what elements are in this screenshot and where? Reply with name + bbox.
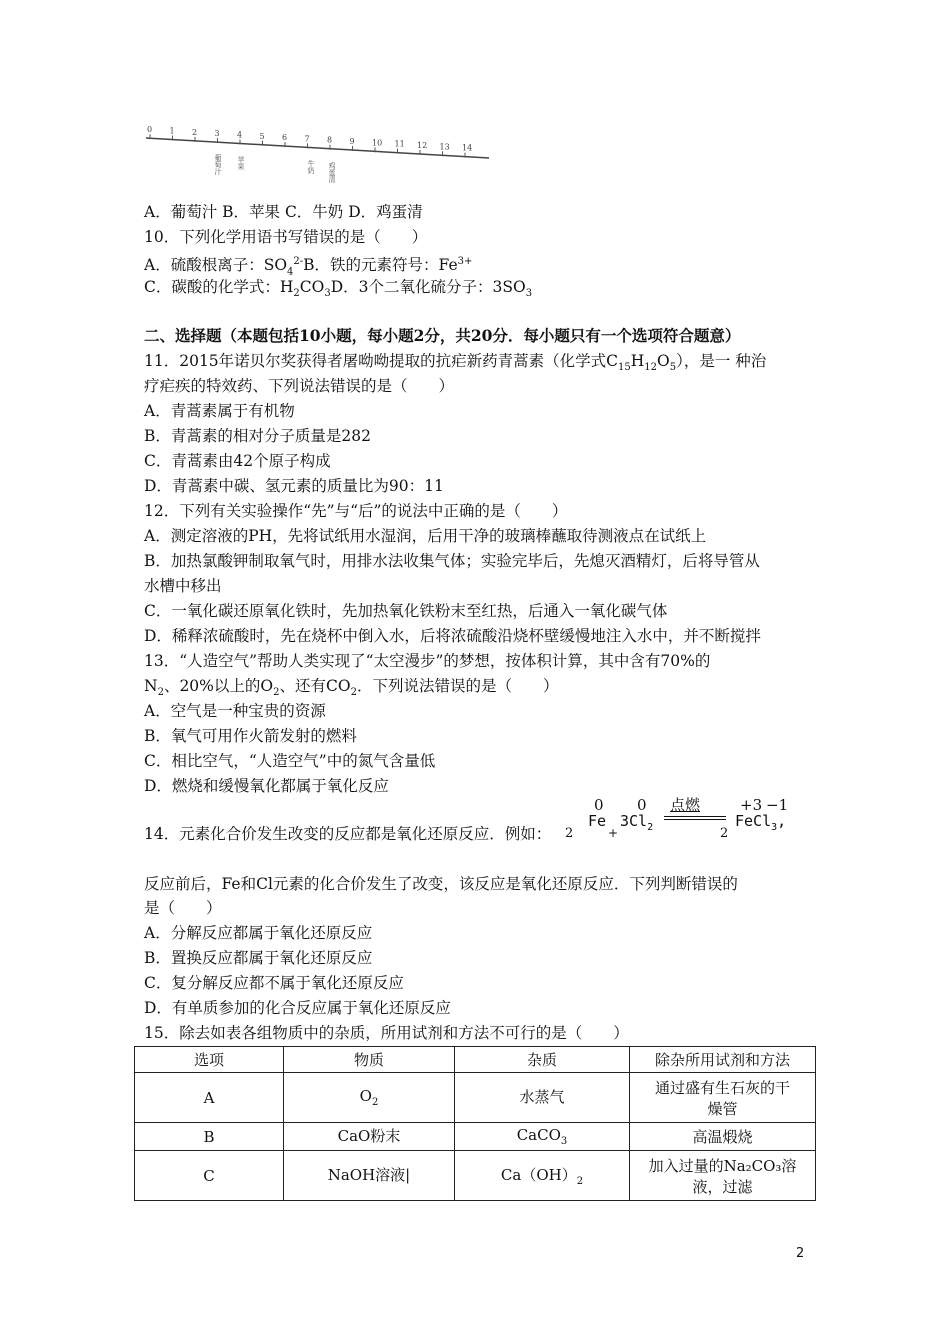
ph-tick-label: 6 [282, 133, 288, 143]
row-option: A [135, 1073, 284, 1123]
row-substance: $O_2$ [284, 1073, 455, 1123]
ph-tick-label: 1 [169, 126, 175, 136]
q14-option-d: D．有单质参加的化合反应属于氧化还原反应 [144, 999, 451, 1017]
q11-option-c: C．青蒿素由42个原子构成 [144, 452, 331, 470]
ph-tick-label: 13 [439, 142, 450, 152]
q12-option-d: D．稀释浓硫酸时，先在烧杯中倒入水，后将浓硫酸沿烧杯壁缓慢地注入水中，并不断搅拌 [144, 627, 761, 645]
table-header-cell: 选项 [135, 1047, 284, 1073]
q12-option-b-line2: 水槽中移出 [144, 577, 222, 595]
ph-label-egg: 鸡蛋清 [328, 162, 336, 183]
q13-option-a: A．空气是一种宝贵的资源 [144, 702, 326, 720]
ph-tick-label: 3 [214, 129, 220, 139]
q12-option-a: A．测定溶液的PH，先将试纸用水湿润，后用干净的玻璃棒蘸取待测液点在试纸上 [144, 527, 707, 545]
table-header-cell: 杂质 [455, 1047, 630, 1073]
eq-fecl3: FeCl$_3$, [735, 812, 787, 833]
q11-option-d: D．青蒿素中碳、氢元素的质量比为90：11 [144, 477, 444, 495]
ph-tick-label: 10 [372, 138, 383, 148]
q10-options-cd: C．碳酸的化学式：$H_2CO_3D$．3个二氧化硫分子：$3SO_3$ [144, 278, 533, 300]
ph-tick-label: 9 [349, 137, 355, 147]
q15-table [134, 1046, 816, 1201]
q14-stem-line3: 是（ ） [144, 899, 222, 917]
table-header-cell: 物质 [284, 1047, 455, 1073]
q14-option-a: A．分解反应都属于氧化还原反应 [144, 924, 373, 942]
q13-stem-line2: $N_2$、20%以上的$O_2$、还有$CO_2$．下列说法错误的是（ ） [144, 677, 559, 699]
row-option: B [135, 1123, 284, 1151]
q14-option-b: B．置换反应都属于氧化还原反应 [144, 949, 373, 967]
ph-tick-label: 8 [327, 135, 333, 145]
ph-tick-label: 12 [417, 140, 428, 150]
row-impurity: $Ca(OH)_2$ [455, 1151, 630, 1201]
row-substance: NaOH溶液| [284, 1151, 455, 1201]
row-method: 通过盛有生石灰的干 燥管 [630, 1073, 816, 1123]
eq-coef-fe: 2 [565, 826, 574, 841]
ph-tick-label: 5 [259, 131, 265, 141]
row-option: C [135, 1151, 284, 1201]
valence-cl: 0 [637, 796, 647, 814]
ph-label-apple: 苹果 [237, 156, 245, 170]
table-row [135, 1073, 816, 1123]
q11-stem-line2: 疗疟疾的特效药、下列说法错误的是（ ） [144, 377, 455, 395]
eq-coef-product: 2 [720, 826, 729, 841]
valence-fe: 0 [594, 796, 604, 814]
q13-option-d: D．燃烧和缓慢氧化都属于氧化反应 [144, 777, 389, 795]
q14-stem-line1: 14．元素化合价发生改变的反应都是氧化还原反应．例如： [144, 825, 552, 843]
table-row [135, 1151, 816, 1201]
row-substance: CaO粉末 [284, 1123, 455, 1151]
ph-tick-label: 2 [192, 127, 198, 137]
ph-scale-figure [144, 124, 494, 184]
table-row [135, 1123, 816, 1151]
q12-option-c: C．一氧化碳还原氧化铁时，先加热氧化铁粉末至红热，后通入一氧化碳气体 [144, 602, 668, 620]
valence-cl-product: −1 [766, 796, 789, 814]
valence-fe-product: +3 [740, 796, 763, 814]
section-2-title: 二、选择题（本题包括10小题，每小题2分，共20分．每小题只有一个选项符合题意） [144, 326, 741, 345]
q12-option-b-line1: B．加热氯酸钾制取氧气时，用排水法收集气体；实验完毕后，先熄灭酒精灯，后将导管从 [144, 552, 760, 570]
q11-stem-line1: 11．2015年诺贝尔奖获得者屠呦呦提取的抗疟新药青蒿素（化学式$C_{15}H_{12}O_5$），是一 种治 [144, 352, 767, 374]
row-impurity: 水蒸气 [455, 1073, 630, 1123]
eq-fe: Fe [588, 812, 607, 830]
q9-options: A．葡萄汁 B．苹果 C．牛奶 D．鸡蛋清 [144, 203, 423, 221]
ph-tick-label: 14 [462, 143, 473, 153]
q10-options-ab: A．硫酸根离子：$SO_4^{2-}B$．铁的元素符号：$Fe^{3+}$ [144, 256, 473, 278]
ph-label-grape: 葡萄汁 [214, 154, 222, 175]
q13-option-c: C．相比空气，“人造空气”中的氮气含量低 [144, 752, 436, 770]
ph-scale-line [146, 135, 489, 158]
eq-condition: 点燃 [670, 796, 701, 814]
q11-option-a: A．青蒿素属于有机物 [144, 402, 295, 420]
q14-option-c: C．复分解反应都不属于氧化还原反应 [144, 974, 404, 992]
q13-stem-line1: 13．“人造空气”帮助人类实现了“太空漫步”的梦想，按体积计算，其中含有70%的 [144, 652, 711, 670]
row-method: 加入过量的Na₂CO₃溶 液，过滤 [630, 1151, 816, 1201]
q13-option-b: B．氧气可用作火箭发射的燃料 [144, 727, 357, 745]
q10-stem: 10．下列化学用语书写错误的是（ ） [144, 228, 428, 246]
eq-cl2: $3Cl_2$ [620, 812, 654, 833]
q12-stem: 12．下列有关实验操作“先”与“后”的说法中正确的是（ ） [144, 502, 568, 520]
q14-stem-line2: 反应前后，Fe和Cl元素的化合价发生了改变，该反应是氧化还原反应．下列判断错误的 [144, 875, 738, 893]
q15-stem: 15．除去如表各组物质中的杂质，所用试剂和方法不可行的是（ ） [144, 1024, 629, 1042]
row-method: 高温煅烧 [630, 1123, 816, 1151]
ph-tick-label: 4 [237, 130, 243, 140]
table-header-cell: 除杂所用试剂和方法 [630, 1047, 816, 1073]
ph-tick-label: 7 [304, 134, 310, 144]
ph-label-milk: 牛奶 [307, 160, 315, 174]
eq-plus: + [608, 826, 619, 840]
page-number: 2 [796, 1246, 805, 1261]
ph-tick-label: 11 [394, 139, 405, 149]
row-impurity: CaCO$_3$ [455, 1123, 630, 1151]
eq-arrow [664, 816, 726, 820]
table-header-row [135, 1047, 816, 1073]
ph-tick-label: 0 [147, 125, 153, 135]
q11-option-b: B．青蒿素的相对分子质量是282 [144, 427, 371, 445]
